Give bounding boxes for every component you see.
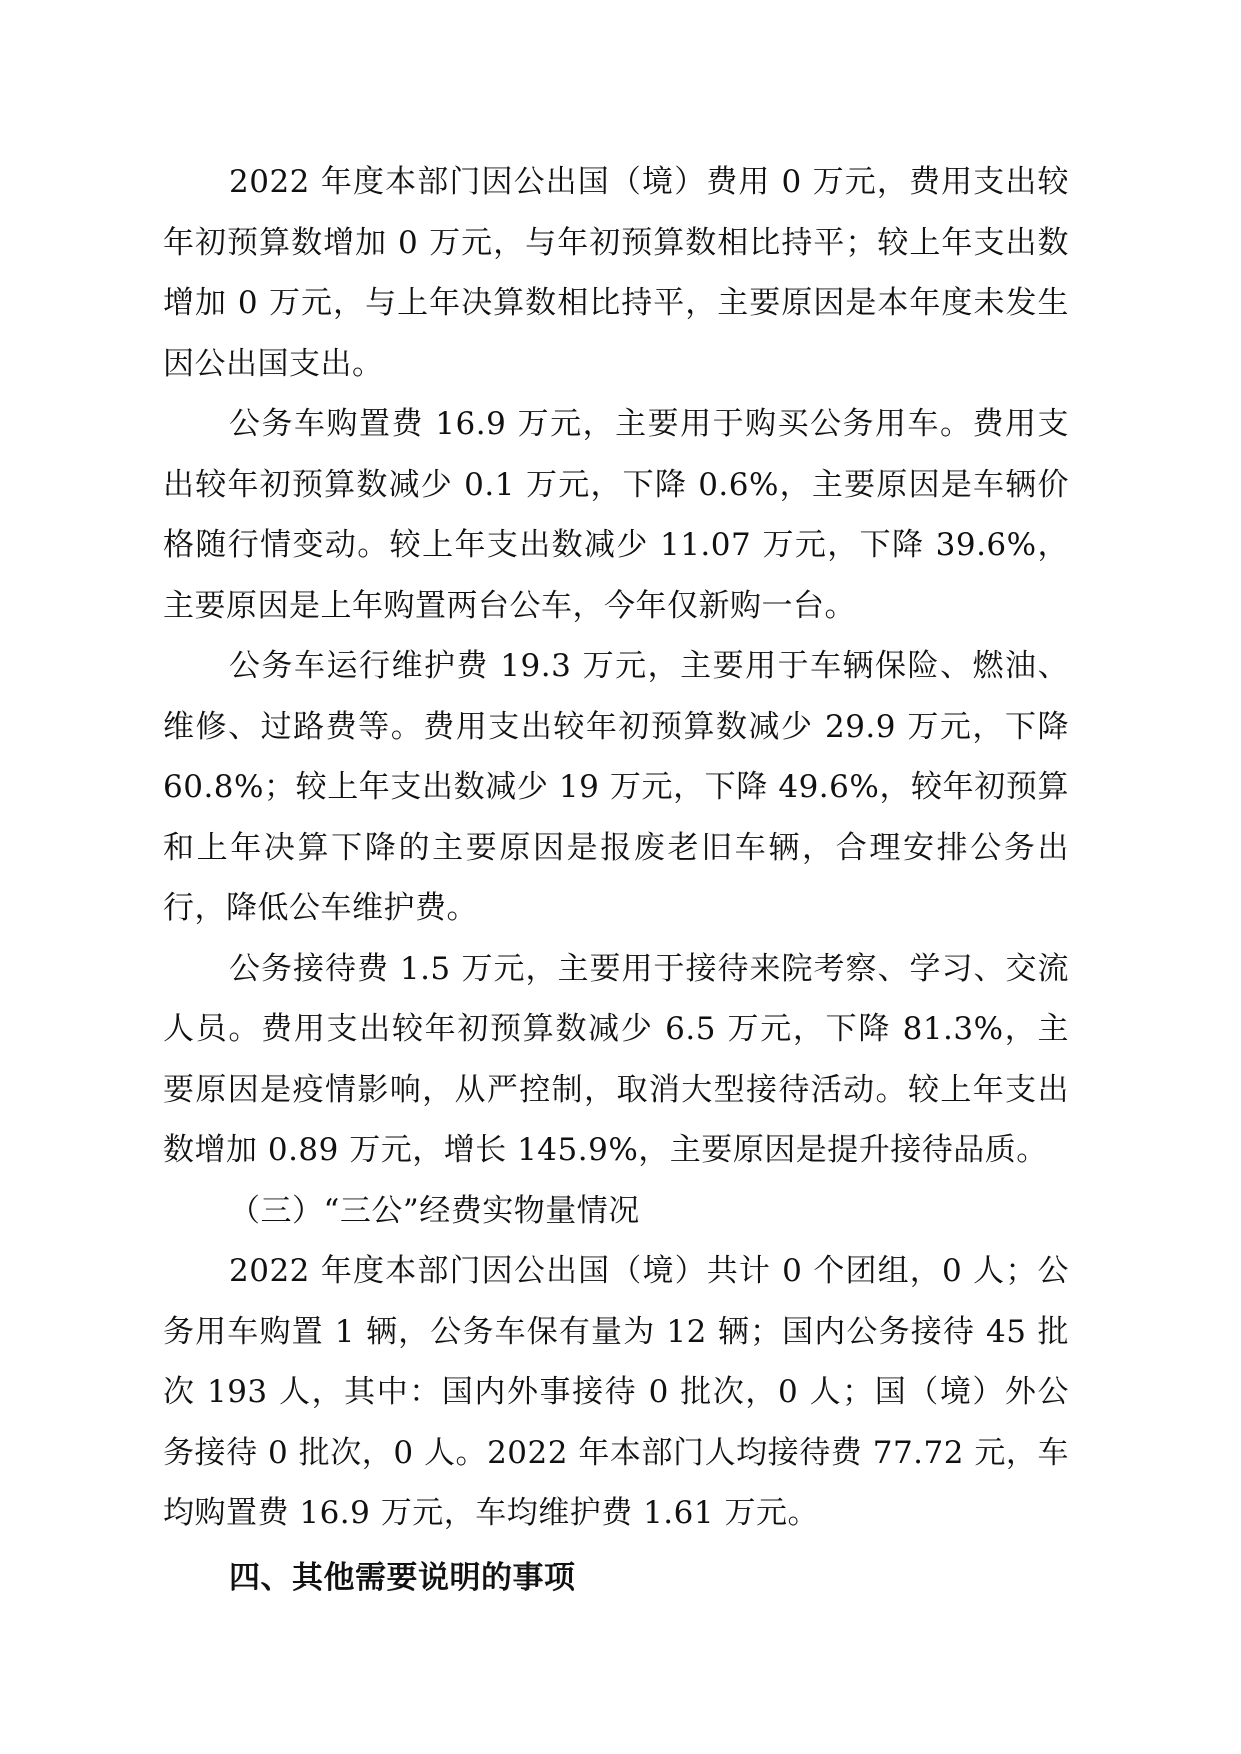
paragraph-reception-expenses: 公务接待费 1.5 万元，主要用于接待来院考察、学习、交流人员。费用支出较年初预算数减少 6.5 万元，下降 81.3%，主要原因是疫情影响，从严控制，取消大型接待活动。较上年支出数增加 0.89 万元，增长 145.9%，主要原因是提升接待品质。: [163, 950, 1069, 1168]
paragraph-overseas-expenses: 2022 年度本部门因公出国（境）费用 0 万元，费用支出较年初预算数增加 0 万元，与年初预算数相比持平；较上年支出数增加 0 万元，与上年决算数相比持平，主要原因是本年度未发生因公出国支出。: [163, 164, 1069, 382]
paragraph-physical-quantity: 2022 年度本部门因公出国（境）共计 0 个团组，0 人；公务用车购置 1 辆，公务车保有量为 12 辆；国内公务接待 45 批次 193 人，其中：国内外事接待 0 批次，0 人；国（境）外公务接待 0 批次，0 人。2022 年本部门人均接待费 77.72 元，车均购置费 16.9 万元，车均维护费 1.61 万元。: [163, 1253, 1069, 1531]
document-body: [163, 152, 1069, 1608]
section-heading-other-matters: 四、其他需要说明的事项: [229, 1559, 576, 1596]
paragraph-vehicle-maintenance: 公务车运行维护费 19.3 万元，主要用于车辆保险、燃油、维修、过路费等。费用支出较年初预算数减少 29.9 万元，下降 60.8%；较上年支出数减少 19 万元，下降 49.6%，较年初预算和上年决算下降的主要原因是报废老旧车辆，合理安排公务出行，降低公车维护费。: [163, 648, 1069, 926]
subheading-physical-quantity: （三）“三公”经费实物量情况: [229, 1192, 640, 1229]
paragraph-vehicle-purchase: 公务车购置费 16.9 万元，主要用于购买公务用车。费用支出较年初预算数减少 0.1 万元，下降 0.6%，主要原因是车辆价格随行情变动。较上年支出数减少 11.07 万元，下降 39.6%，主要原因是上年购置两台公车，今年仅新购一台。: [163, 406, 1069, 624]
